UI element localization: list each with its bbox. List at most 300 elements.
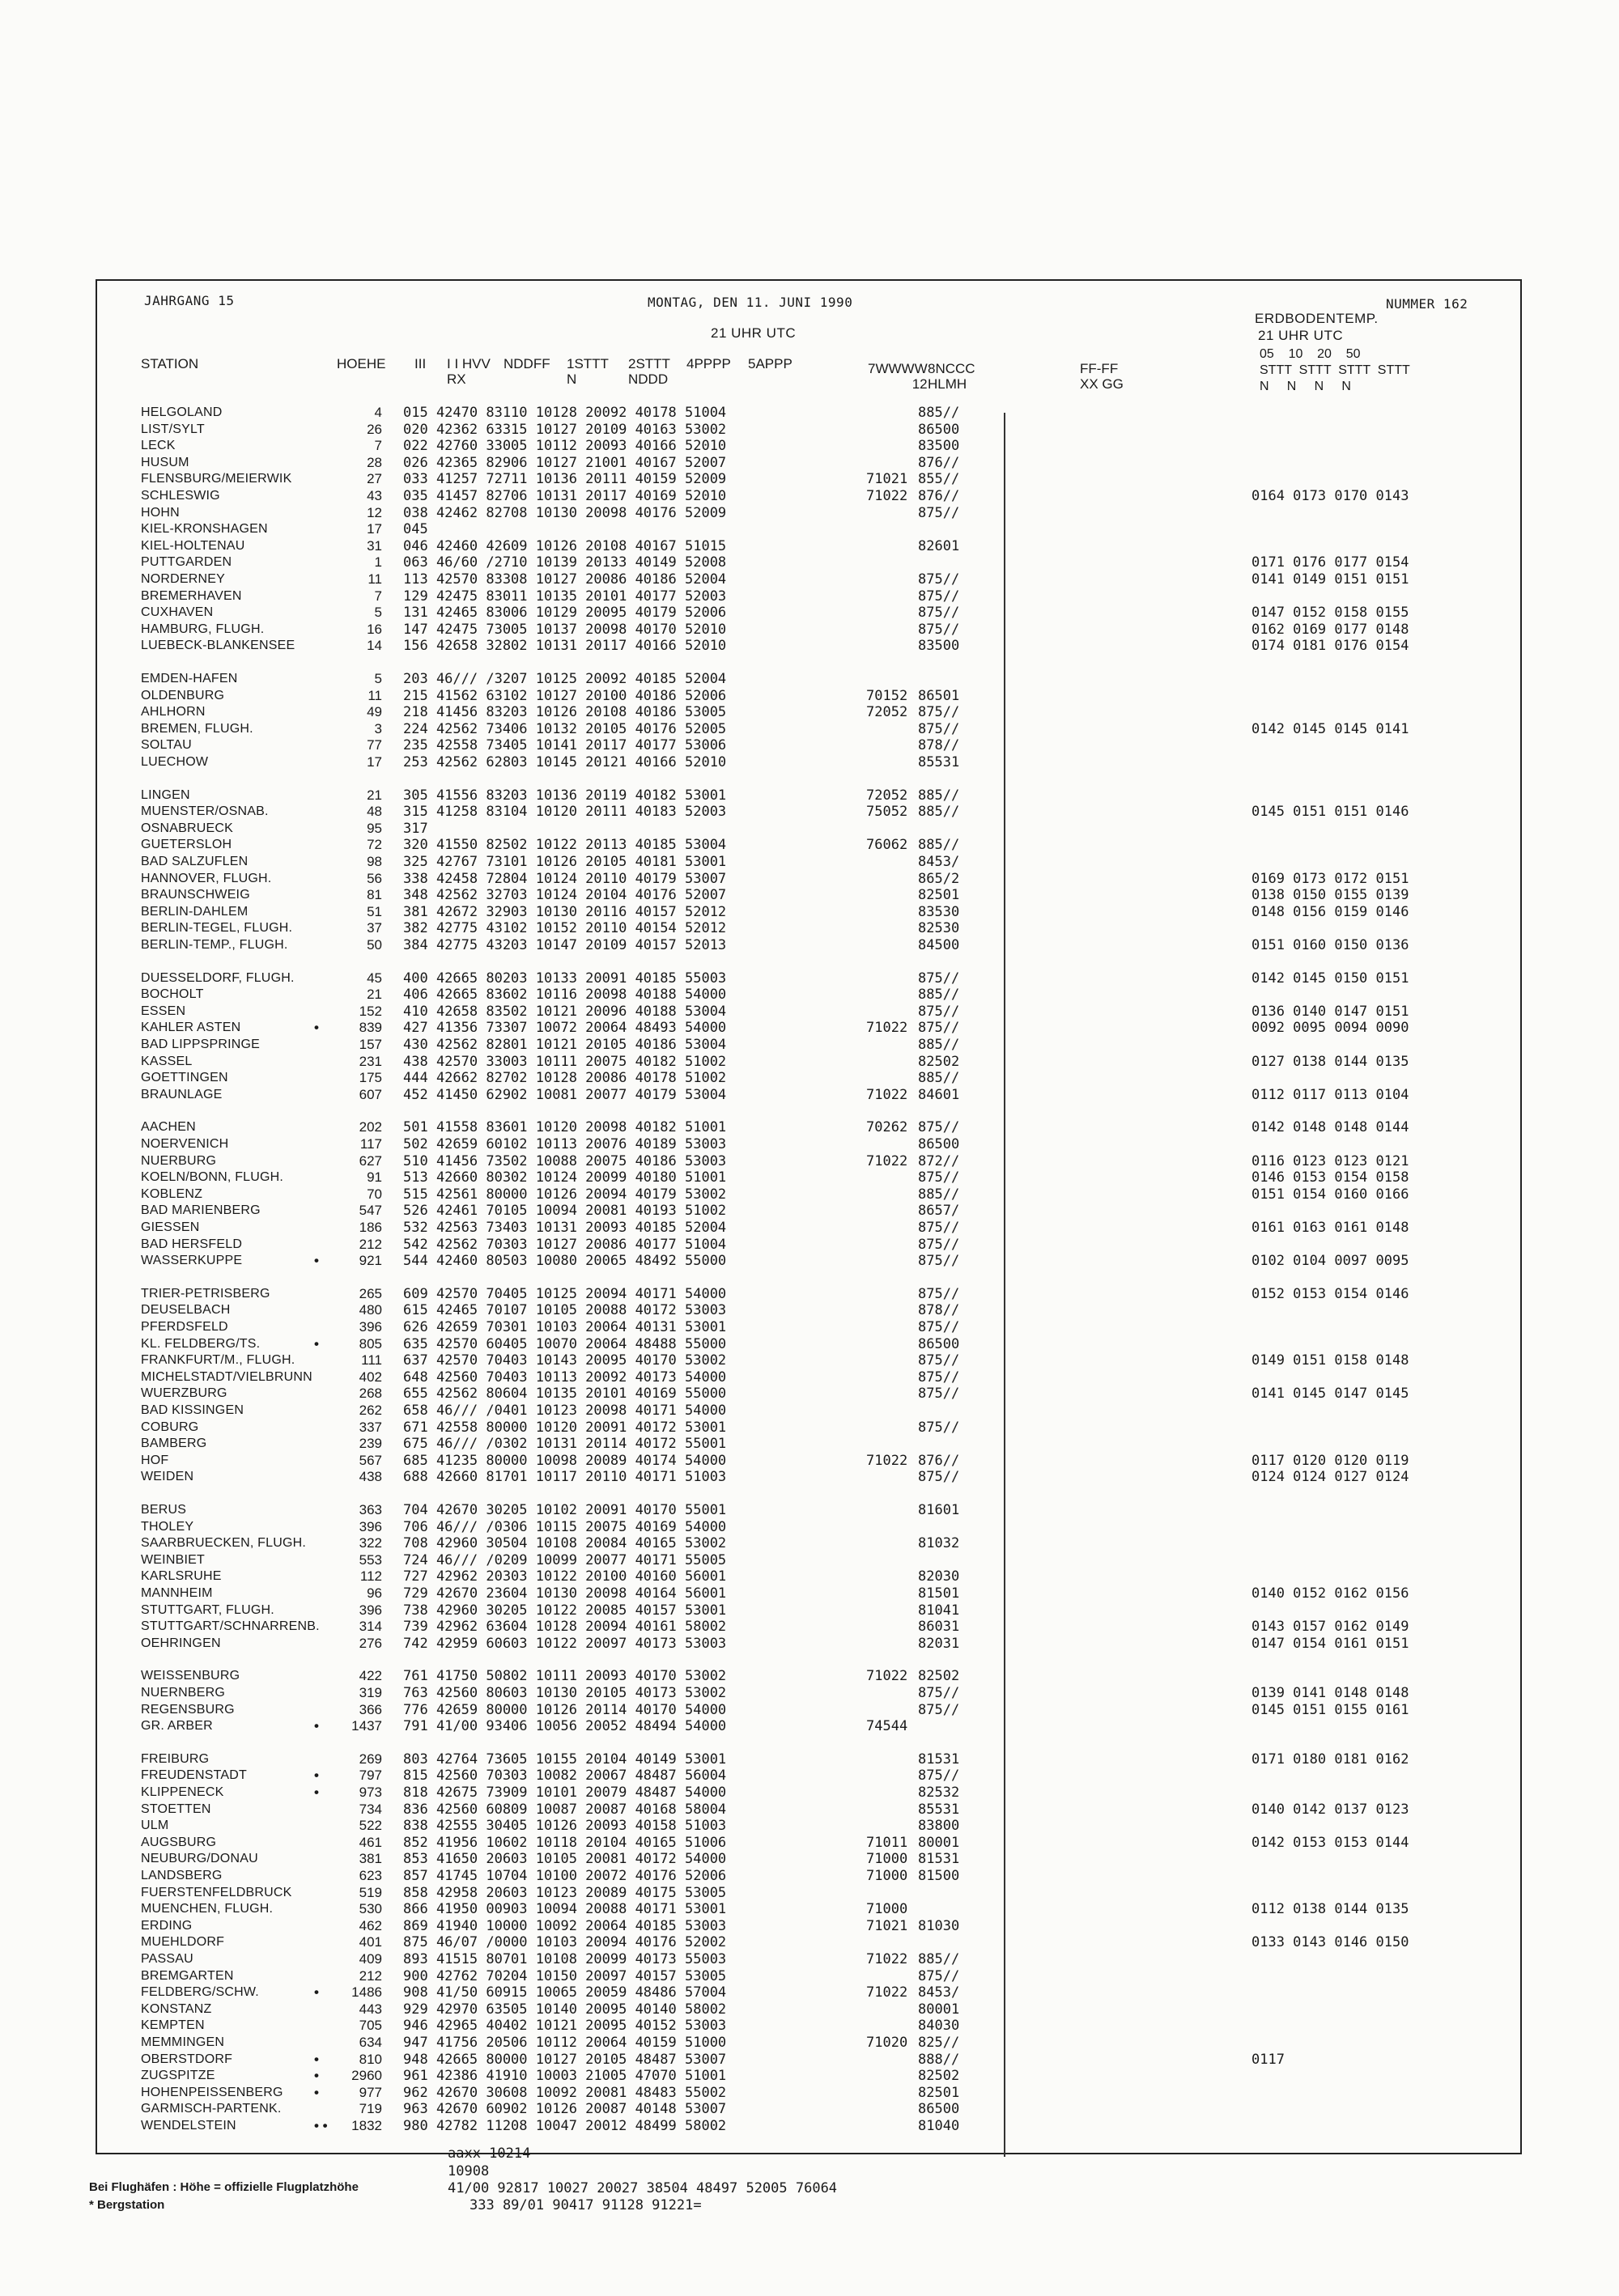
station-height: 91 [367,1169,382,1186]
soil-temperatures: 0149 0151 0158 0148 [1251,1352,1409,1369]
station-name: REGENSBURG [141,1702,235,1717]
station-height: 705 [359,2018,382,2034]
station-height: 366 [359,1701,382,1717]
soil-temperatures: 0133 0143 0146 0150 [1251,1934,1409,1951]
weather-group: 71021 [866,471,908,488]
soil-temp-title: ERDBODENTEMP. [1255,311,1379,326]
footnote-mountain: * Bergstation [89,2198,165,2212]
station-height: 17 [367,521,382,537]
station-height: 381 [359,1851,382,1867]
soil-temperatures: 0171 0180 0181 0162 [1251,1751,1409,1768]
cloud-group: 82030 [918,1568,960,1585]
station-name: LINGEN [141,787,190,802]
cloud-group: 875// [918,1003,960,1020]
station-height: 70 [367,1186,382,1202]
station-name: OLDENBURG [141,688,225,702]
station-name: ESSEN [141,1004,186,1018]
station-name: KIEL-HOLTENAU [141,538,245,553]
soil-temperatures: 0117 [1251,2051,1285,2068]
synop-code: 129 42475 83011 10135 20101 40177 52003 [403,588,727,605]
station-name: DUESSELDORF, FLUGH. [141,970,295,985]
cloud-group: 825// [918,2035,960,2051]
station-height: 96 [367,1585,382,1601]
synop-code: 026 42365 82906 10127 21001 40167 52007 [403,454,727,471]
synop-code: 727 42962 20303 10122 20100 40160 56001 [403,1568,727,1585]
cloud-group: 875// [918,504,960,521]
cloud-group: 86500 [918,1335,960,1352]
synop-code: 688 42660 81701 10117 20110 40171 51003 [403,1469,727,1486]
station-name: BERLIN-DAHLEM [141,904,249,919]
cloud-group: 84601 [918,1086,960,1103]
station-height: 239 [359,1436,382,1452]
synop-code: 218 41456 83203 10126 20108 40186 53005 [403,704,727,721]
synop-code: 857 41745 10704 10100 20072 40176 52006 [403,1868,727,1884]
station-height: 337 [359,1419,382,1435]
station-height: 522 [359,1818,382,1834]
cloud-group: 82530 [918,920,960,937]
station-name: HANNOVER, FLUGH. [141,871,272,885]
soil-temperatures: 0142 0148 0148 0144 [1251,1119,1409,1136]
synop-code: 708 42960 30504 10108 20084 40165 53002 [403,1535,727,1552]
station-name: HAMBURG, FLUGH. [141,622,265,636]
station-height: 21 [367,987,382,1003]
synop-code: 655 42562 80604 10135 20101 40169 55000 [403,1386,727,1403]
station-height: 734 [359,1801,382,1817]
synop-code: 452 41450 62902 10081 20077 40179 53004 [403,1086,727,1103]
synop-code: 317 [403,820,428,837]
synop-code: 818 42675 73909 10101 20079 48487 54000 [403,1785,727,1801]
station-height: 409 [359,1951,382,1967]
cloud-group: 82031 [918,1635,960,1652]
soil-temperatures: 0164 0173 0170 0143 [1251,488,1409,504]
station-height: 363 [359,1502,382,1517]
station-name: NEUBURG/DONAU [141,1852,258,1866]
station-height: 269 [359,1751,382,1767]
synop-code: 033 41257 72711 10136 20111 40159 52009 [403,471,727,488]
soil-temperatures: 0145 0151 0155 0161 [1251,1701,1409,1718]
station-name: SOLTAU [141,738,192,753]
synop-code: 635 42570 60405 10070 20064 48488 55000 [403,1335,727,1352]
station-name: FREIBURG [141,1751,210,1766]
cloud-group: 872// [918,1152,960,1169]
cloud-group: 875// [918,1220,960,1236]
synop-code: 729 42670 23604 10130 20098 40164 56001 [403,1585,727,1602]
station-height: 21 [367,787,382,803]
cloud-group: 82502 [918,1053,960,1070]
station-name: BAD KISSINGEN [141,1403,244,1417]
weather-group: 71000 [866,1901,908,1918]
synop-code: 791 41/00 93406 10056 20052 48494 54000 [403,1718,727,1735]
station-height: 117 [359,1136,382,1152]
station-height: 28 [367,454,382,470]
station-name: GR. ARBER [141,1719,213,1734]
cloud-group: 875// [918,1369,960,1386]
station-name: LANDSBERG [141,1869,223,1882]
station-height: 37 [367,920,382,936]
station-name: FUERSTENFELDBRUCK [141,1885,292,1899]
cloud-group: 81531 [918,1751,960,1768]
soil-temperatures: 0142 0145 0145 0141 [1251,720,1409,737]
soil-temperatures: 0152 0153 0154 0146 [1251,1285,1409,1302]
synop-code: 022 42760 33005 10112 20093 40166 52010 [403,438,727,455]
station-height: 14 [367,638,382,654]
station-height: 530 [359,1901,382,1917]
cloud-group: 876// [918,454,960,471]
weather-group: 71022 [866,1984,908,2001]
synop-code: 685 41235 80000 10098 20089 40174 54000 [403,1452,727,1469]
col-1sttt: 1STTT N [567,356,609,387]
mountain-station-marker: • [314,1335,319,1352]
synop-code: 215 41562 63102 10127 20100 40186 52006 [403,687,727,704]
cloud-group: 83800 [918,1818,960,1835]
station-name: BREMEN, FLUGH. [141,721,253,736]
station-height: 396 [359,1518,382,1534]
station-name: OSNABRUECK [141,821,234,835]
synop-code: 513 42660 80302 10124 20099 40180 51001 [403,1169,727,1186]
synop-code: 542 42562 70303 10127 20086 40177 51004 [403,1236,727,1253]
synop-code: 626 42659 70301 10103 20064 40131 53001 [403,1319,727,1335]
cloud-group: 875// [918,704,960,721]
synop-code: 038 42462 82708 10130 20098 40176 52009 [403,504,727,521]
synop-code: 015 42470 83110 10128 20092 40178 51004 [403,405,727,421]
station-name: BERLIN-TEGEL, FLUGH. [141,921,293,936]
cloud-group: 875// [918,1236,960,1253]
station-height: 72 [367,837,382,853]
weather-group: 74544 [866,1718,908,1735]
station-height: 11 [368,571,382,587]
synop-code: 430 42562 82801 10121 20105 40186 53004 [403,1037,727,1053]
weather-group: 71020 [866,2035,908,2051]
station-height: 7 [374,588,382,604]
station-height: 3 [374,720,382,736]
station-name: BRAUNSCHWEIG [141,888,250,902]
soil-temperatures: 0143 0157 0162 0149 [1251,1619,1409,1636]
footnote-airport: Bei Flughäfen : Höhe = offizielle Flugplatzhöhe [89,2180,359,2194]
cloud-group: 875// [918,1469,960,1486]
station-height: 519 [359,1884,382,1900]
station-name: KOELN/BONN, FLUGH. [141,1170,284,1185]
synop-code: 320 41550 82502 10122 20113 40185 53004 [403,837,727,854]
synop-code: 962 42670 30608 10092 20081 48483 55002 [403,2084,727,2101]
cloud-group: 875// [918,720,960,737]
station-height: 212 [359,1967,382,1984]
station-name: KLIPPENECK [141,1785,224,1799]
weather-group: 71021 [866,1917,908,1934]
station-name: THOLEY [141,1519,194,1534]
synop-code: 946 42965 40402 10121 20095 40152 53003 [403,2018,727,2035]
synop-code: 947 41756 20506 10112 20064 40159 51000 [403,2035,727,2051]
station-name: LUEBECK-BLANKENSEE [141,639,295,653]
cloud-group: 82502 [918,2068,960,2085]
station-height: 921 [359,1253,382,1269]
cloud-group: 83500 [918,638,960,655]
synop-code: 224 42562 73406 10132 20105 40176 52005 [403,720,727,737]
cloud-group: 8453/ [918,1984,960,2001]
cloud-group: 81500 [918,1868,960,1884]
station-height: 547 [359,1203,382,1219]
synop-code: 609 42570 70405 10125 20094 40171 54000 [403,1285,727,1302]
cloud-group: 80001 [918,1834,960,1851]
station-height: 422 [359,1668,382,1684]
cloud-group: 855// [918,471,960,488]
soil-temperatures: 0151 0160 0150 0136 [1251,937,1409,953]
synop-code: 382 42775 43102 10152 20110 40154 52012 [403,920,727,937]
synop-code: 131 42465 83006 10129 20095 40179 52006 [403,605,727,622]
station-height: 27 [367,471,382,487]
synop-code: 515 42561 80000 10126 20094 40179 53002 [403,1186,727,1203]
synop-code: 532 42563 73403 10131 20093 40185 52004 [403,1220,727,1236]
station-height: 49 [367,704,382,720]
station-name: BRAUNLAGE [141,1087,223,1101]
station-name: KL. FELDBERG/TS. [141,1336,261,1351]
station-name: KEMPTEN [141,2018,205,2033]
soil-temperatures: 0124 0124 0127 0124 [1251,1469,1409,1486]
station-height: 157 [359,1037,382,1052]
cloud-group: 86500 [918,2101,960,2118]
station-name: STUTTGART/SCHNARRENB. [141,1619,320,1634]
mountain-station-marker: • [314,1020,319,1036]
station-name: GOETTINGEN [141,1071,228,1085]
cloud-group: 86500 [918,1136,960,1152]
station-name: MICHELSTADT/VIELBRUNN [141,1369,312,1384]
cloud-group: 875// [918,621,960,638]
station-height: 262 [359,1403,382,1418]
cloud-group: 82501 [918,2084,960,2101]
station-name: GARMISCH-PARTENK. [141,2102,282,2116]
column-divider [1004,413,1005,2157]
synop-code: 526 42461 70105 10094 20081 40193 51002 [403,1203,727,1220]
cloud-group: 876// [918,1452,960,1469]
station-name: ULM [141,1819,169,1833]
station-height: 152 [359,1003,382,1019]
soil-temperatures: 0112 0138 0144 0135 [1251,1901,1409,1918]
col-nddff: NDDFF [504,356,550,371]
station-height: 839 [359,1020,382,1036]
station-name: MUENCHEN, FLUGH. [141,1902,274,1916]
synop-code: 739 42962 63604 10128 20094 40161 58002 [403,1619,727,1636]
station-height: 12 [367,504,382,520]
station-height: 7 [374,438,382,454]
cloud-group: 86501 [918,687,960,704]
synop-code: 869 41940 10000 10092 20064 40185 53003 [403,1917,727,1934]
synop-code: 836 42560 60809 10087 20087 40168 58004 [403,1801,727,1818]
station-height: 319 [359,1685,382,1700]
station-name: NORDERNEY [141,572,226,586]
weather-group: 70262 [866,1119,908,1136]
cloud-group: 875// [918,1768,960,1785]
station-height: 567 [359,1452,382,1468]
cloud-group: 885// [918,1186,960,1203]
cloud-group: 878// [918,1302,960,1319]
synop-code: 384 42775 43203 10147 20109 40157 52013 [403,937,727,953]
synop-code: 338 42458 72804 10124 20110 40179 53007 [403,870,727,887]
station-height: 402 [359,1369,382,1385]
cloud-group: 82532 [918,1785,960,1801]
station-height: 16 [367,621,382,637]
soil-temperatures: 0146 0153 0154 0158 [1251,1169,1409,1186]
station-height: 4 [374,405,382,420]
station-name: KARLSRUHE [141,1569,222,1584]
cloud-group: 875// [918,1419,960,1436]
station-name: AUGSBURG [141,1835,217,1849]
synop-code: 020 42362 63315 10127 20109 40163 53002 [403,421,727,438]
station-name: HUSUM [141,455,189,469]
soil-temperatures: 0140 0142 0137 0123 [1251,1801,1409,1818]
cloud-group: 875// [918,571,960,588]
mountain-station-marker: • • [314,2118,328,2133]
station-name: BERLIN-TEMP., FLUGH. [141,938,288,952]
station-height: 77 [367,737,382,753]
mountain-station-marker: • [314,1768,319,1784]
synop-code: 761 41750 50802 10111 20093 40170 53002 [403,1668,727,1685]
station-name: HOHN [141,505,180,520]
station-name: MANNHEIM [141,1586,213,1600]
synop-code: 406 42665 83602 10116 20098 40188 54000 [403,987,727,1004]
station-name: BREMGARTEN [141,1968,234,1983]
station-height: 5 [374,605,382,621]
cloud-group: 885// [918,987,960,1004]
station-name: NUERNBERG [141,1686,226,1700]
station-name: WEISSENBURG [141,1669,240,1683]
cloud-group: 81032 [918,1535,960,1552]
synop-code: 544 42460 80503 10080 20065 48492 55000 [403,1253,727,1270]
station-name: KONSTANZ [141,2001,212,2016]
station-name: CUXHAVEN [141,605,214,620]
station-name: WENDELSTEIN [141,2119,236,2133]
synop-code: 858 42958 20603 10123 20089 40175 53005 [403,1884,727,1901]
synop-code: 706 46/// /0306 10115 20075 40169 54000 [403,1518,727,1535]
station-height: 276 [359,1635,382,1651]
mountain-station-marker: • [314,1718,319,1734]
cloud-group: 875// [918,1020,960,1037]
station-name: ZUGSPITZE [141,2069,215,2083]
soil-temperatures: 0162 0169 0177 0148 [1251,621,1409,638]
synop-code: 815 42560 70303 10082 20067 48487 56004 [403,1768,727,1785]
station-name: KAHLER ASTEN [141,1021,241,1035]
synop-code: 908 41/50 60915 10065 20059 48486 57004 [403,1984,727,2001]
station-height: 480 [359,1302,382,1318]
cloud-group: 8657/ [918,1203,960,1220]
cloud-group: 885// [918,837,960,854]
station-height: 45 [367,970,382,986]
cloud-group: 83530 [918,903,960,920]
synop-code: 875 46/07 /0000 10103 20094 40176 52002 [403,1934,727,1951]
soil-temperatures: 0147 0154 0161 0151 [1251,1635,1409,1652]
synop-code: 325 42767 73101 10126 20105 40181 53001 [403,854,727,870]
cloud-group: 875// [918,1685,960,1701]
station-height: 1832 [351,2118,382,2133]
col-ffff: FF-FF XX GG [1080,361,1124,392]
synop-code: 235 42558 73405 10141 20117 40177 53006 [403,737,727,754]
station-height: 401 [359,1934,382,1950]
weather-group: 71022 [866,1668,908,1685]
synop-code: 724 46/// /0209 10099 20077 40171 55005 [403,1551,727,1568]
col-iihvv: I I HVV RX [447,356,491,387]
synop-code: 400 42665 80203 10133 20091 40185 55003 [403,970,727,987]
station-height: 175 [359,1070,382,1086]
cloud-group: 875// [918,1352,960,1369]
station-height: 111 [361,1352,382,1369]
station-name: GIESSEN [141,1220,200,1234]
soil-temperatures: 0142 0153 0153 0144 [1251,1834,1409,1851]
station-height: 810 [359,2051,382,2067]
cloud-group: 885// [918,804,960,821]
footer-code-line4: 333 89/01 90417 91128 91221= [470,2197,702,2213]
station-height: 112 [359,1568,382,1585]
station-name: NUERBURG [141,1153,217,1168]
station-name: COBURG [141,1420,199,1434]
cloud-group: 8453/ [918,854,960,870]
weather-group: 71011 [866,1834,908,1851]
synop-code: 410 42658 83502 10121 20096 40188 53004 [403,1003,727,1020]
soil-temperatures: 0145 0151 0151 0146 [1251,804,1409,821]
station-height: 265 [359,1285,382,1301]
station-name: KIEL-KRONSHAGEN [141,522,268,537]
station-height: 1 [374,554,382,571]
synop-code: 675 46/// /0302 10131 20114 40172 55001 [403,1436,727,1453]
cloud-group: 876// [918,488,960,504]
station-name: PUTTGARDEN [141,555,232,570]
station-name: PFERDSFELD [141,1320,228,1334]
synop-code: 738 42960 30205 10122 20085 40157 53001 [403,1602,727,1619]
synop-code: 203 46/// /3207 10125 20092 40185 52004 [403,671,727,687]
station-height: 1486 [351,1984,382,2001]
station-name: WEINBIET [141,1552,205,1567]
station-name: HELGOLAND [141,405,223,419]
synop-code: 147 42475 73005 10137 20098 40170 52010 [403,621,727,638]
soil-temperatures: 0169 0173 0172 0151 [1251,870,1409,887]
synop-code: 046 42460 42609 10126 20108 40167 51015 [403,537,727,554]
footer-code-line3: 41/00 92817 10027 20027 38504 48497 52005 76064 [448,2180,838,2196]
station-height: 98 [367,854,382,869]
synop-code: 900 42762 70204 10150 20097 40157 53005 [403,1967,727,1984]
station-name: KOBLENZ [141,1186,203,1201]
date-label: MONTAG, DEN 11. JUNI 1990 [648,295,853,310]
station-height: 438 [359,1469,382,1485]
station-name: BREMERHAVEN [141,588,242,603]
weather-group: 72052 [866,787,908,804]
cloud-group: 878// [918,737,960,754]
mountain-station-marker: • [314,1785,319,1800]
station-height: 51 [367,903,382,919]
col-4pppp: 4PPPP [686,356,731,371]
station-height: 50 [367,937,382,953]
cloud-group: 875// [918,1319,960,1335]
station-name: PASSAU [141,1952,193,1966]
synop-code: 305 41556 83203 10136 20119 40182 53001 [403,787,727,804]
station-name: MUENSTER/OSNAB. [141,804,269,819]
station-height: 26 [367,421,382,437]
soil-temperatures: 0148 0156 0159 0146 [1251,903,1409,920]
synop-code: 776 42659 80000 10126 20114 40170 54000 [403,1701,727,1718]
synop-code: 671 42558 80000 10120 20091 40172 53001 [403,1419,727,1436]
station-height: 48 [367,804,382,820]
col-iii: III [414,356,427,371]
synop-code: 381 42672 32903 10130 20116 40157 52012 [403,903,727,920]
cloud-group: 86500 [918,421,960,438]
weather-group: 71022 [866,488,908,504]
cloud-group: 875// [918,1169,960,1186]
weather-group: 76062 [866,837,908,854]
soil-temperatures: 0171 0176 0177 0154 [1251,554,1409,571]
station-name: KASSEL [141,1054,193,1068]
synop-code: 948 42665 80000 10127 20105 48487 53007 [403,2051,727,2068]
synop-code: 961 42386 41910 10003 21005 47070 51001 [403,2068,727,2085]
station-height: 11 [368,687,382,703]
cloud-group: 82501 [918,887,960,904]
soil-temperatures: 0161 0163 0161 0148 [1251,1220,1409,1236]
station-height: 1437 [351,1718,382,1734]
